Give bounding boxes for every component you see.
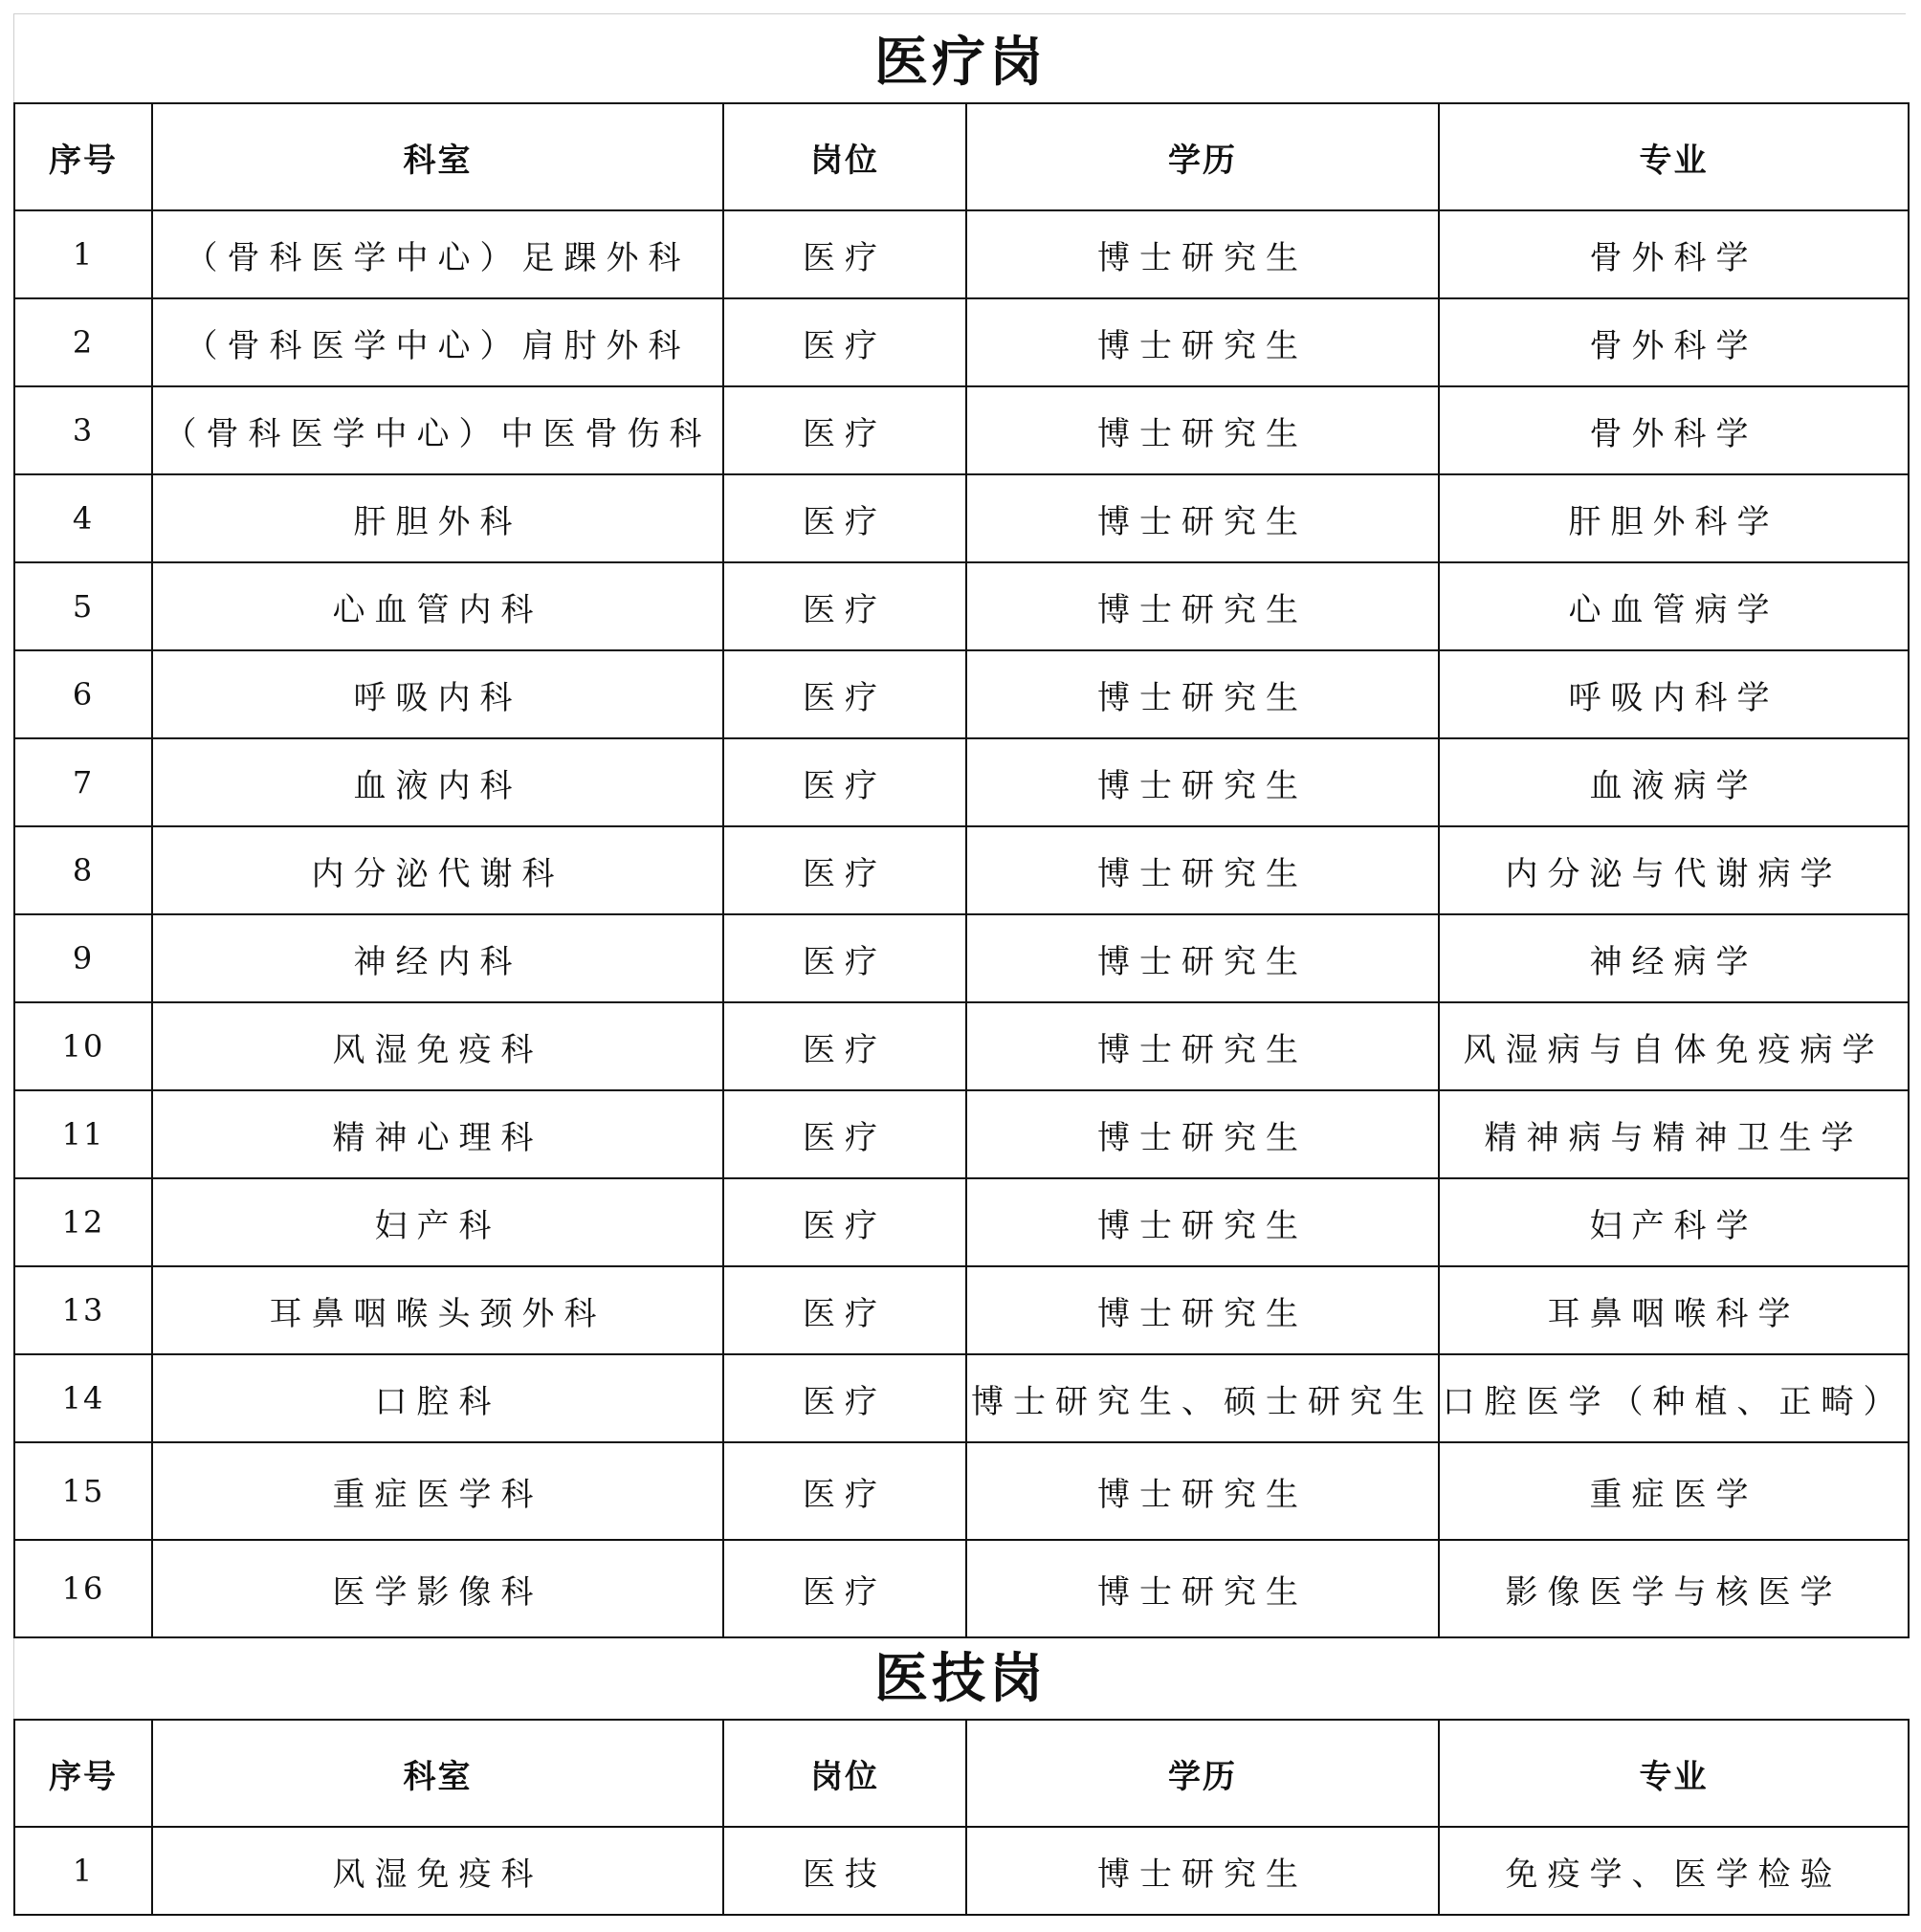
cell-department: （骨科医学中心）肩肘外科	[152, 298, 723, 386]
cell-position: 医疗	[723, 1442, 966, 1540]
table-row	[14, 1178, 1909, 1266]
cell-department: 妇产科	[152, 1178, 723, 1266]
table-row	[14, 298, 1909, 386]
cell-education: 博士研究生	[966, 914, 1439, 1002]
header-position: 岗位	[723, 103, 966, 210]
cell-department: 心血管内科	[152, 562, 723, 650]
cell-education: 博士研究生	[966, 298, 1439, 386]
cell-education: 博士研究生	[966, 738, 1439, 826]
cell-major: 心血管病学	[1439, 562, 1909, 650]
cell-major: 骨外科学	[1439, 386, 1909, 474]
cell-position: 医疗	[723, 210, 966, 298]
cell-education: 博士研究生	[966, 562, 1439, 650]
cell-major: 耳鼻咽喉科学	[1439, 1266, 1909, 1354]
cell-major: 精神病与精神卫生学	[1439, 1090, 1909, 1178]
cell-position: 医疗	[723, 474, 966, 562]
cell-education: 博士研究生	[966, 1442, 1439, 1540]
table-row	[14, 562, 1909, 650]
cell-position: 医疗	[723, 386, 966, 474]
cell-education: 博士研究生	[966, 474, 1439, 562]
cell-department: 内分泌代谢科	[152, 826, 723, 914]
cell-education: 博士研究生	[966, 1827, 1439, 1915]
table-row	[14, 650, 1909, 738]
cell-education: 博士研究生	[966, 1002, 1439, 1090]
cell-education: 博士研究生	[966, 826, 1439, 914]
cell-major: 内分泌与代谢病学	[1439, 826, 1909, 914]
table-body-tech	[14, 1827, 1909, 1915]
cell-position: 医疗	[723, 914, 966, 1002]
header-major: 专业	[1439, 103, 1909, 210]
cell-position: 医疗	[723, 1266, 966, 1354]
cell-education: 博士研究生、硕士研究生	[966, 1354, 1439, 1442]
cell-education: 博士研究生	[966, 1178, 1439, 1266]
cell-major: 呼吸内科学	[1439, 650, 1909, 738]
table-body-medical	[14, 210, 1909, 1637]
cell-position: 医疗	[723, 826, 966, 914]
header-department: 科室	[152, 103, 723, 210]
cell-index: 13	[14, 1266, 152, 1354]
table-row	[14, 1442, 1909, 1540]
table-row	[14, 914, 1909, 1002]
header-index: 序号	[14, 103, 152, 210]
cell-index: 6	[14, 650, 152, 738]
cell-department: 神经内科	[152, 914, 723, 1002]
cell-major: 血液病学	[1439, 738, 1909, 826]
cell-index: 16	[14, 1540, 152, 1637]
cell-index: 11	[14, 1090, 152, 1178]
cell-department: 耳鼻咽喉头颈外科	[152, 1266, 723, 1354]
cell-education: 博士研究生	[966, 386, 1439, 474]
cell-index: 9	[14, 914, 152, 1002]
table-row	[14, 1266, 1909, 1354]
cell-index: 10	[14, 1002, 152, 1090]
cell-department: 呼吸内科	[152, 650, 723, 738]
cell-education: 博士研究生	[966, 210, 1439, 298]
header-education: 学历	[966, 103, 1439, 210]
table-medical	[13, 102, 1910, 1638]
table-row	[14, 1090, 1909, 1178]
cell-department: 口腔科	[152, 1354, 723, 1442]
cell-major: 免疫学、医学检验	[1439, 1827, 1909, 1915]
cell-major: 妇产科学	[1439, 1178, 1909, 1266]
cell-major: 风湿病与自体免疫病学	[1439, 1002, 1909, 1090]
cell-index: 1	[14, 210, 152, 298]
table-row	[14, 1827, 1909, 1915]
header-position: 岗位	[723, 1720, 966, 1827]
header-major: 专业	[1439, 1720, 1909, 1827]
table-row	[14, 1002, 1909, 1090]
table-header-row	[14, 103, 1909, 210]
cell-major: 骨外科学	[1439, 298, 1909, 386]
cell-department: 风湿免疫科	[152, 1002, 723, 1090]
cell-index: 5	[14, 562, 152, 650]
table-row	[14, 1540, 1909, 1637]
cell-department: （骨科医学中心）中医骨伤科	[152, 386, 723, 474]
cell-index: 7	[14, 738, 152, 826]
table-tech	[13, 1719, 1910, 1916]
cell-index: 15	[14, 1442, 152, 1540]
cell-education: 博士研究生	[966, 1090, 1439, 1178]
cell-major: 影像医学与核医学	[1439, 1540, 1909, 1637]
cell-department: （骨科医学中心）足踝外科	[152, 210, 723, 298]
cell-department: 风湿免疫科	[152, 1827, 723, 1915]
table-row	[14, 738, 1909, 826]
cell-major: 骨外科学	[1439, 210, 1909, 298]
cell-department: 精神心理科	[152, 1090, 723, 1178]
section-title-medical: 医疗岗	[874, 32, 1047, 94]
cell-index: 8	[14, 826, 152, 914]
cell-position: 医疗	[723, 738, 966, 826]
table-row	[14, 1354, 1909, 1442]
table-row	[14, 826, 1909, 914]
cell-index: 2	[14, 298, 152, 386]
cell-index: 4	[14, 474, 152, 562]
header-index: 序号	[14, 1720, 152, 1827]
cell-department: 血液内科	[152, 738, 723, 826]
table-row	[14, 210, 1909, 298]
cell-department: 医学影像科	[152, 1540, 723, 1637]
cell-position: 医疗	[723, 1002, 966, 1090]
cell-index: 3	[14, 386, 152, 474]
cell-index: 12	[14, 1178, 152, 1266]
cell-index: 1	[14, 1827, 152, 1915]
cell-department: 重症医学科	[152, 1442, 723, 1540]
cell-position: 医疗	[723, 1540, 966, 1637]
cell-position: 医疗	[723, 650, 966, 738]
cell-position: 医疗	[723, 298, 966, 386]
cell-education: 博士研究生	[966, 1540, 1439, 1637]
header-department: 科室	[152, 1720, 723, 1827]
cell-position: 医疗	[723, 562, 966, 650]
cell-position: 医疗	[723, 1090, 966, 1178]
cell-major: 重症医学	[1439, 1442, 1909, 1540]
cell-department: 肝胆外科	[152, 474, 723, 562]
cell-position: 医疗	[723, 1354, 966, 1442]
table-header-row	[14, 1720, 1909, 1827]
cell-position: 医疗	[723, 1178, 966, 1266]
table-row	[14, 386, 1909, 474]
cell-education: 博士研究生	[966, 1266, 1439, 1354]
cell-education: 博士研究生	[966, 650, 1439, 738]
cell-position: 医技	[723, 1827, 966, 1915]
header-education: 学历	[966, 1720, 1439, 1827]
cell-major: 肝胆外科学	[1439, 474, 1909, 562]
cell-index: 14	[14, 1354, 152, 1442]
table-row	[14, 474, 1909, 562]
cell-major: 口腔医学（种植、正畸）	[1439, 1354, 1909, 1442]
cell-major: 神经病学	[1439, 914, 1909, 1002]
section-title-tech: 医技岗	[874, 1648, 1047, 1710]
